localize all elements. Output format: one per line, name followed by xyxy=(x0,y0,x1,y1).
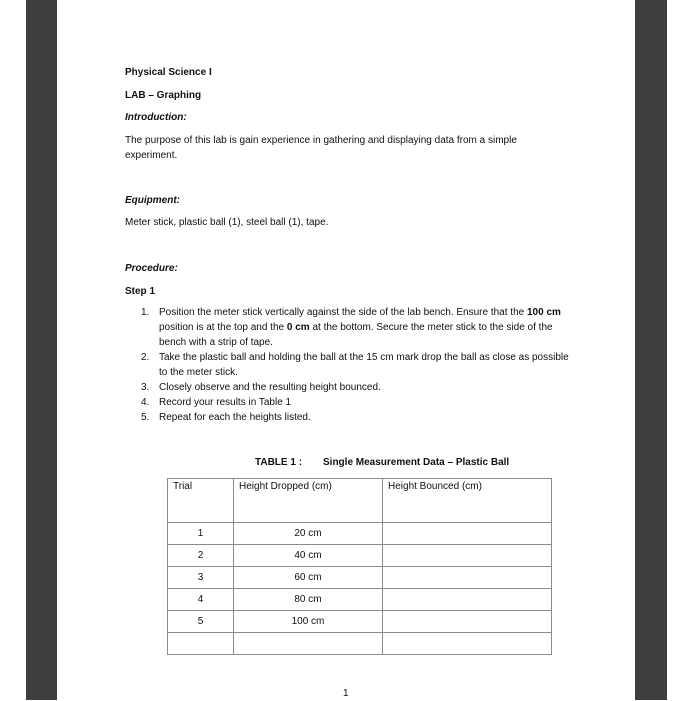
trial-cell: 4 xyxy=(168,589,234,611)
header-label: Height Bounced (cm) xyxy=(388,481,482,492)
height-bounced-cell xyxy=(383,611,552,633)
step-text: Closely observe and the resulting height bounced. xyxy=(159,382,381,393)
outer-margin-right xyxy=(667,0,693,700)
procedure-step xyxy=(141,305,579,350)
header-height-dropped xyxy=(234,479,383,523)
header-label: Trial xyxy=(173,481,193,492)
step-text: Take the plastic ball and holding the ball at the 15 cm mark drop the ball as close as possible to the meter stick. xyxy=(159,352,569,378)
course-title: Physical Science I xyxy=(125,67,212,78)
table-caption: Single Measurement Data – Plastic Ball xyxy=(323,457,510,468)
height-bounced-cell xyxy=(383,545,552,567)
table-row xyxy=(168,523,552,545)
height-dropped-cell: 20 cm xyxy=(234,523,383,545)
equipment-text: Meter stick, plastic ball (1), steel ball (1), tape. xyxy=(125,217,329,228)
table-row xyxy=(168,545,552,567)
height-dropped-cell: 80 cm xyxy=(234,589,383,611)
equipment-heading: Equipment: xyxy=(125,195,180,206)
table-label: TABLE 1 : xyxy=(255,457,303,468)
height-bounced-cell xyxy=(383,523,552,545)
table-header-row xyxy=(168,479,552,523)
step-text: position is at the top and the xyxy=(159,322,287,333)
trial-cell: 5 xyxy=(168,611,234,633)
height-bounced-cell xyxy=(383,633,552,655)
procedure-step xyxy=(141,350,579,380)
step-text: Repeat for each the heights listed. xyxy=(159,412,311,423)
step-number: 2. xyxy=(141,352,150,363)
header-trial xyxy=(168,479,234,523)
introduction-heading: Introduction: xyxy=(125,112,187,123)
height-dropped-cell xyxy=(234,633,383,655)
document-page xyxy=(57,0,635,700)
step-text: Position the meter stick vertically against the side of the lab bench. Ensure that the xyxy=(159,307,527,318)
step-text: at the bottom. Secure the meter stick to the side of the bench with a strip of tape. xyxy=(159,322,553,348)
step-emphasis: 100 cm xyxy=(526,307,561,318)
header-label: Height Dropped (cm) xyxy=(239,481,332,492)
procedure-heading: Procedure: xyxy=(125,263,178,274)
table-row xyxy=(168,633,552,655)
procedure-step xyxy=(141,395,579,410)
header-height-bounced xyxy=(383,479,552,523)
height-bounced-cell xyxy=(383,589,552,611)
step-number: 5. xyxy=(141,412,150,423)
height-dropped-cell: 40 cm xyxy=(234,545,383,567)
step-number: 1. xyxy=(141,307,150,318)
table-row xyxy=(168,611,552,633)
step-emphasis: 0 cm xyxy=(286,322,310,333)
height-bounced-cell xyxy=(383,567,552,589)
step-heading: Step 1 xyxy=(125,286,156,297)
height-dropped-cell: 60 cm xyxy=(234,567,383,589)
trial-cell: 1 xyxy=(168,523,234,545)
procedure-list xyxy=(141,305,579,425)
table-row xyxy=(168,567,552,589)
trial-cell: 3 xyxy=(168,567,234,589)
page-number: 1 xyxy=(343,688,349,699)
lab-title: LAB – Graphing xyxy=(125,90,202,101)
introduction-text: The purpose of this lab is gain experience in gathering and displaying data from a simple experiment. xyxy=(125,135,517,161)
trial-cell: 2 xyxy=(168,545,234,567)
viewer-gutter-right xyxy=(635,0,667,700)
step-number: 4. xyxy=(141,397,150,408)
measurement-table xyxy=(167,478,552,655)
procedure-step xyxy=(141,380,579,395)
step-text: Record your results in Table 1 xyxy=(159,397,292,408)
table-row xyxy=(168,589,552,611)
viewer-gutter-left xyxy=(26,0,57,700)
trial-cell xyxy=(168,633,234,655)
outer-margin-left xyxy=(0,0,26,700)
height-dropped-cell: 100 cm xyxy=(234,611,383,633)
procedure-step xyxy=(141,410,579,425)
step-number: 3. xyxy=(141,382,150,393)
